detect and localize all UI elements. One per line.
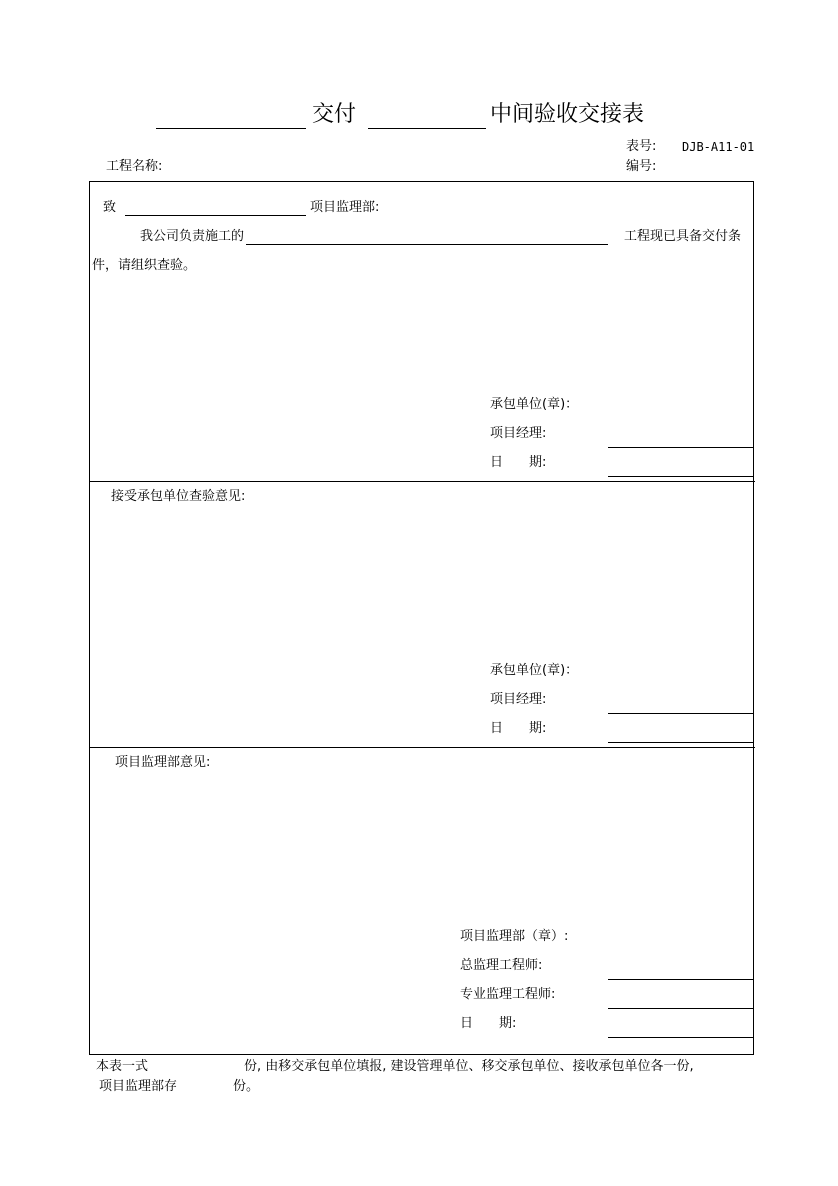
- footer-archive-prefix: 项目监理部存: [99, 1079, 178, 1094]
- statement-prefix: 我公司负责施工的: [140, 229, 245, 244]
- project-name-field[interactable]: [170, 159, 610, 173]
- contractor-seal-label: 承包单位(章)：: [490, 397, 579, 412]
- supervision-opinion-field[interactable]: [100, 776, 740, 916]
- serial-number-label: 编号:: [626, 159, 657, 174]
- section-divider-2: [89, 747, 755, 748]
- date-field[interactable]: [608, 1037, 754, 1038]
- supervision-dept-seal-label: 项目监理部（章）:: [460, 929, 569, 944]
- chief-engineer-field[interactable]: [608, 979, 754, 980]
- date-label: 日 期:: [460, 1016, 517, 1031]
- recipient-field[interactable]: [125, 215, 306, 216]
- footer-copies-field[interactable]: [152, 1059, 240, 1073]
- section-divider-1: [89, 481, 755, 482]
- supervision-dept-label: 项目监理部:: [310, 200, 380, 215]
- date-label: 日 期:: [490, 455, 547, 470]
- footer-archive-suffix: 份。: [233, 1079, 260, 1094]
- receiving-opinion-field[interactable]: [100, 510, 740, 650]
- statement-line-2: 件，请组织查验。: [92, 258, 197, 273]
- serial-number-field[interactable]: [662, 159, 752, 173]
- supervision-opinion-heading: 项目监理部意见:: [115, 755, 211, 770]
- contractor-seal-label: 承包单位(章)：: [490, 663, 579, 678]
- footer-copies-suffix: 份, 由移交承包单位填报, 建设管理单位、移交承包单位、接收承包单位各一份,: [244, 1059, 694, 1074]
- project-name-label: 工程名称:: [106, 159, 163, 174]
- chief-engineer-label: 总监理工程师:: [460, 958, 543, 973]
- to-label: 致: [103, 200, 117, 215]
- project-manager-field[interactable]: [608, 447, 754, 448]
- title-text-2: 中间验收交接表: [490, 102, 645, 127]
- project-manager-label: 项目经理:: [490, 426, 547, 441]
- receiving-opinion-heading: 接受承包单位查验意见:: [111, 489, 246, 504]
- project-manager-label: 项目经理:: [490, 692, 547, 707]
- footer-archive-field[interactable]: [180, 1079, 230, 1093]
- project-manager-field[interactable]: [608, 713, 754, 714]
- project-field[interactable]: [246, 244, 608, 245]
- specialist-engineer-label: 专业监理工程师:: [460, 987, 556, 1002]
- specialist-engineer-field[interactable]: [608, 1008, 754, 1009]
- form-number-label: 表号:: [626, 139, 657, 154]
- title-blank-2[interactable]: [368, 128, 486, 129]
- form-number-value: DJB-A11-01: [682, 140, 755, 154]
- footer-copies-prefix: 本表一式: [96, 1059, 149, 1074]
- statement-suffix: 工程现已具备交付条: [624, 229, 742, 244]
- title-text-1: 交付: [312, 102, 357, 127]
- date-field[interactable]: [608, 476, 754, 477]
- date-label: 日 期:: [490, 721, 547, 736]
- date-field[interactable]: [608, 742, 754, 743]
- title-blank-1[interactable]: [156, 128, 306, 129]
